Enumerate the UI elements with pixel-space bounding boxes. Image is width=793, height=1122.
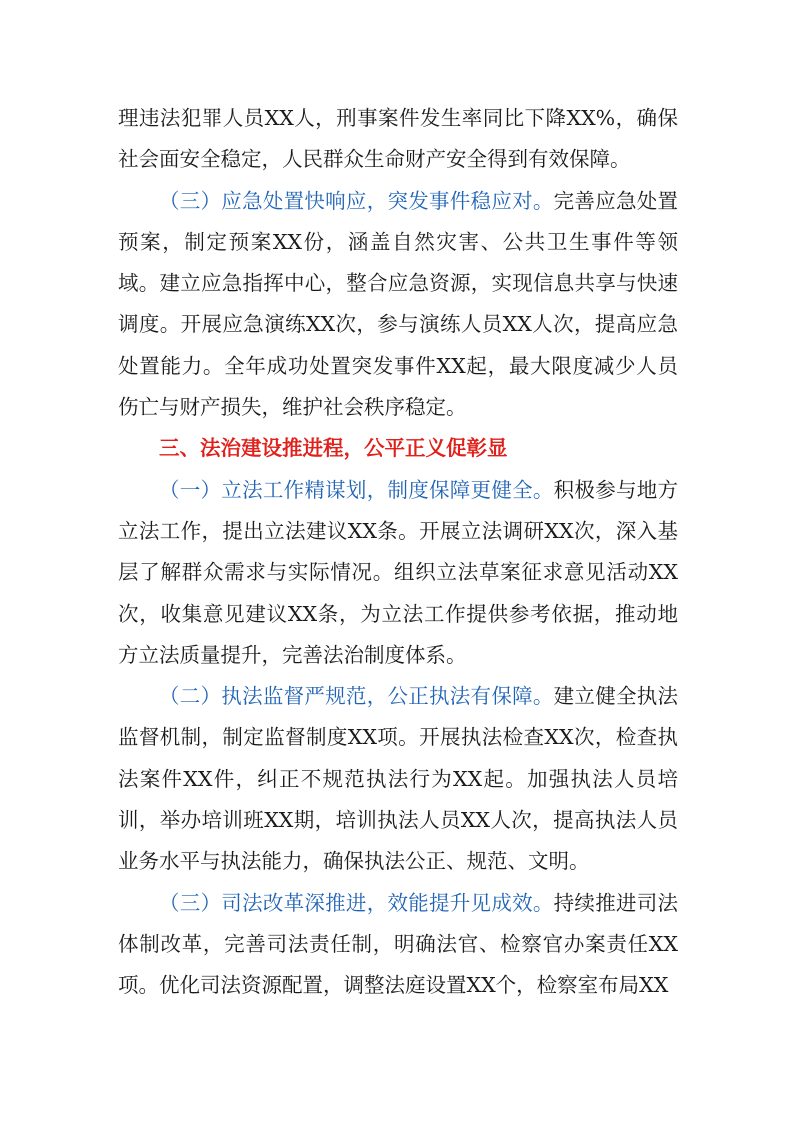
paragraph-text: 建立健全执法监督机制，制定监督制度XX项。开展执法检查XX次，检查执法案件XX件，纠正不规范执法行为XX起。加强执法人员培训，举办培训班XX期，培训执法人员XX人次，提高执法人员业务水平与执法能力，确保执法公正、规范、文明。 xyxy=(118,684,679,874)
paragraph-text: 完善应急处置预案，制定预案XX份，涵盖自然灾害、公共卫生事件等领域。建立应急指挥中心，整合应急资源，实现信息共享与快速调度。开展应急演练XX次，参与演练人员XX人次，提高应急处置能力。全年成功处置突发事件XX起，最大限度减少人员伤亡与财产损失，维护社会秩序稳定。 xyxy=(118,188,679,420)
paragraph xyxy=(118,676,678,882)
document-body xyxy=(118,98,678,1007)
subheading: （一）立法工作精谋划，制度保障更健全。 xyxy=(159,477,554,502)
subheading: （二）执法监督严规范，公正执法有保障。 xyxy=(159,684,554,709)
subheading: （三）应急处置快响应，突发事件稳应对。 xyxy=(159,188,554,213)
paragraph-text: 持续推进司法体制改革，完善司法责任制，明确法官、检察官办案责任XX项。优化司法资源配置，调整法庭设置XX个，检察室布局XX xyxy=(118,890,679,998)
subheading: （三）司法改革深推进，效能提升见成效。 xyxy=(159,890,554,915)
section-heading: 三、法治建设推进程，公平正义促彰显 xyxy=(159,436,508,461)
paragraph-text: 理违法犯罪人员XX人，刑事案件发生率同比下降XX%，确保社会面安全稳定，人民群众生命财产安全得到有效保障。 xyxy=(118,106,678,172)
paragraph xyxy=(118,470,678,676)
paragraph xyxy=(118,883,678,1007)
paragraph xyxy=(118,181,678,429)
paragraph xyxy=(118,98,678,181)
paragraph-text: 积极参与地方立法工作，提出立法建议XX条。开展立法调研XX次，深入基层了解群众需求与实际情况。组织立法草案征求意见活动XX次，收集意见建议XX条，为立法工作提供参考依据，推动地方立法质量提升，完善法治制度体系。 xyxy=(118,477,679,667)
